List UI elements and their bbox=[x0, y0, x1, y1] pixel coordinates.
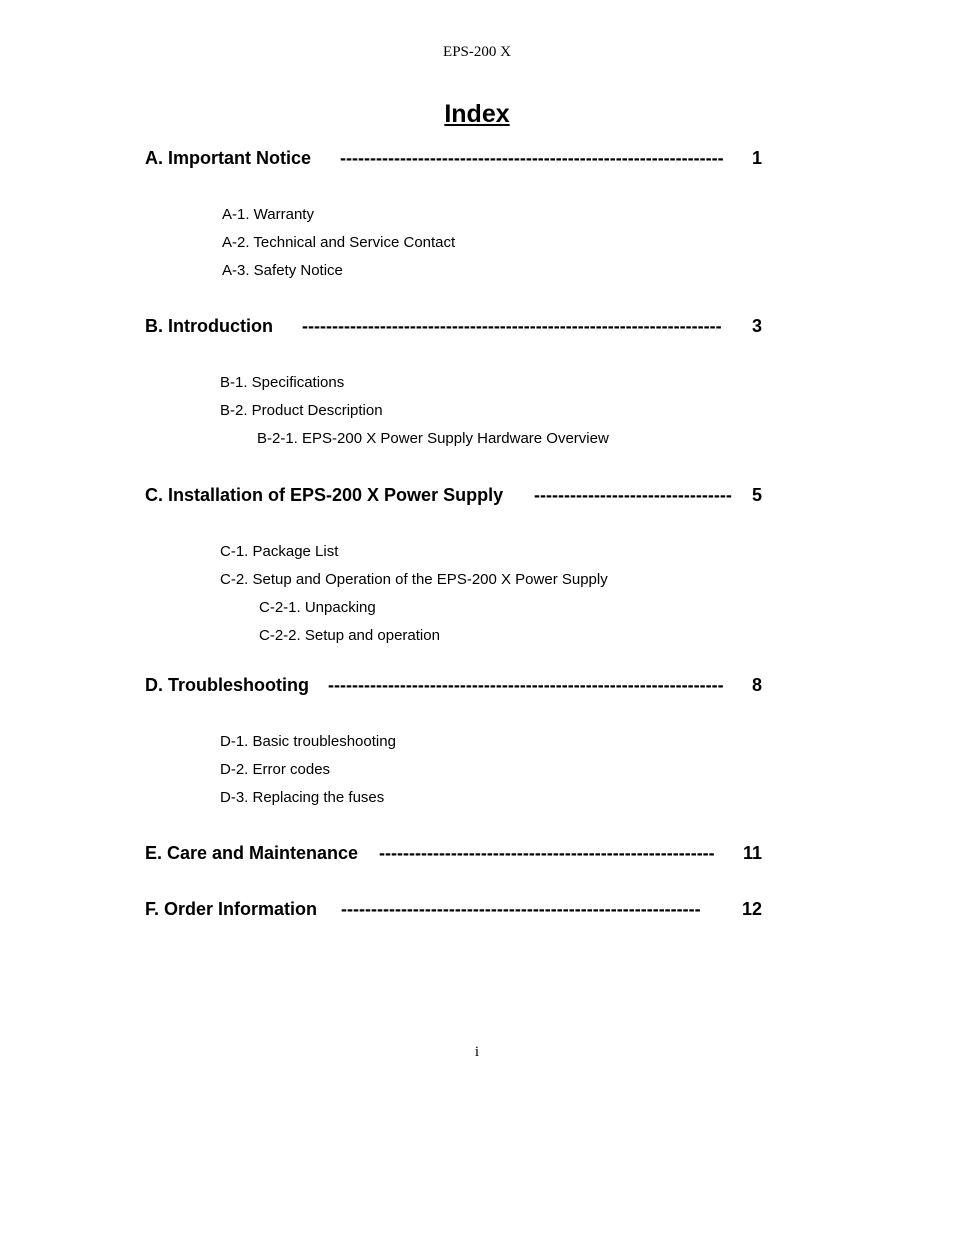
item-d-3: D-3. Replacing the fuses bbox=[220, 789, 385, 806]
section-f-page: 12 bbox=[741, 899, 762, 919]
item-a-1: A-1. Warranty bbox=[222, 206, 314, 223]
section-a-title: A. Important Notice bbox=[145, 148, 312, 168]
section-c-leader: --------------------------------- bbox=[534, 485, 732, 505]
section-b-leader: ---------------------------------------------------------------------- bbox=[302, 316, 722, 336]
section-c-page: 5 bbox=[751, 485, 762, 505]
section-e-page: 11 bbox=[742, 843, 762, 863]
section-f-leader: ------------------------------------------------------------ bbox=[341, 899, 701, 919]
item-c-2: C-2. Setup and Operation of the EPS-200 X Power Supply bbox=[220, 571, 608, 588]
item-a-3: A-3. Safety Notice bbox=[222, 262, 343, 279]
item-b-2: B-2. Product Description bbox=[220, 402, 383, 419]
item-d-2: D-2. Error codes bbox=[220, 761, 331, 778]
page-title-text: Index bbox=[444, 100, 510, 128]
item-b-2-1: B-2-1. EPS-200 X Power Supply Hardware Overview bbox=[257, 430, 609, 447]
section-d-page: 8 bbox=[751, 675, 762, 695]
item-c-2-2: C-2-2. Setup and operation bbox=[259, 627, 440, 644]
section-b-title: B. Introduction bbox=[145, 316, 273, 336]
item-c-1: C-1. Package List bbox=[220, 543, 339, 560]
section-e-leader: -------------------------------------------------------- bbox=[379, 843, 715, 863]
item-c-2-1: C-2-1. Unpacking bbox=[259, 599, 376, 616]
section-f-title: F. Order Information bbox=[145, 899, 318, 919]
section-d-title: D. Troubleshooting bbox=[145, 675, 309, 695]
section-b-page: 3 bbox=[751, 316, 762, 336]
section-c-title: C. Installation of EPS-200 X Power Supply bbox=[145, 485, 504, 505]
page-number: i bbox=[474, 1044, 480, 1060]
section-e-title: E. Care and Maintenance bbox=[145, 843, 359, 863]
item-b-1: B-1. Specifications bbox=[220, 374, 345, 391]
item-d-1: D-1. Basic troubleshooting bbox=[220, 733, 396, 750]
section-a-page: 1 bbox=[751, 148, 762, 168]
section-d-leader: ------------------------------------------------------------------ bbox=[328, 675, 724, 695]
running-header: EPS-200 X bbox=[443, 44, 511, 60]
page-title bbox=[0, 100, 954, 129]
item-a-2: A-2. Technical and Service Contact bbox=[222, 234, 456, 251]
section-a-leader: ---------------------------------------------------------------- bbox=[340, 148, 724, 168]
